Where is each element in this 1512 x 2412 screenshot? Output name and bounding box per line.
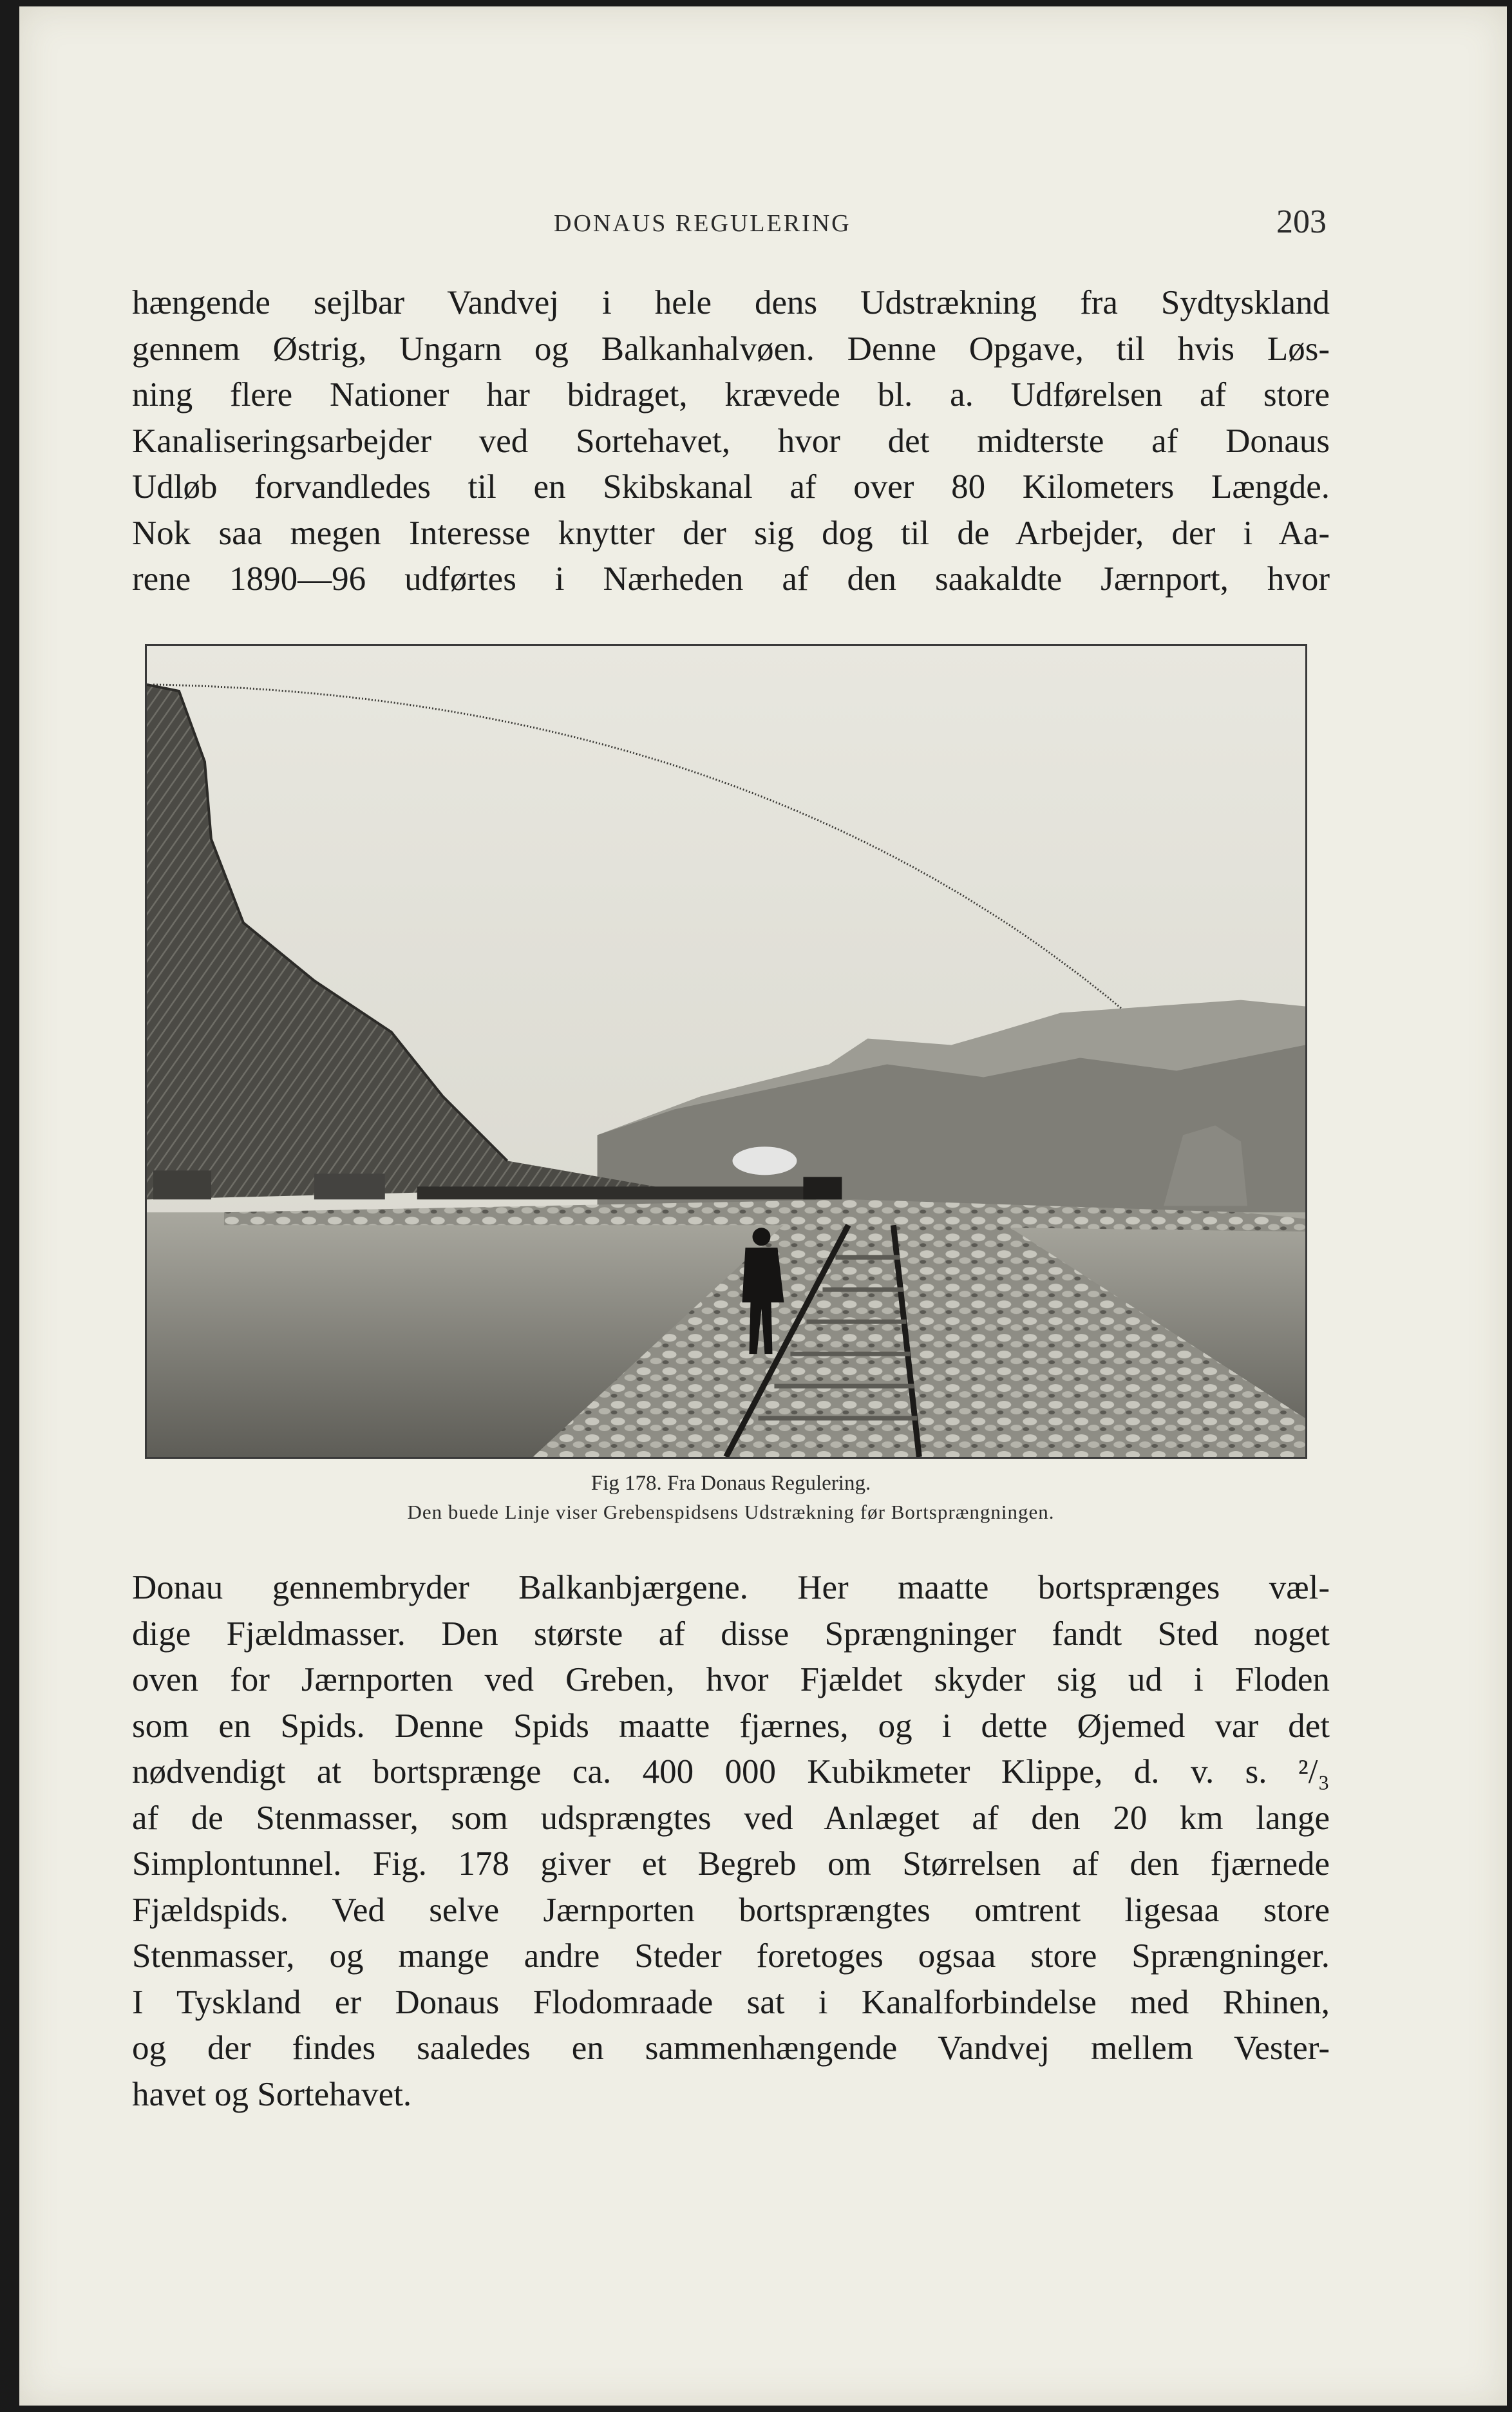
text-line: og der findes saaledes en sammenhængende Vandvej mellem Vester- (132, 2029, 1330, 2067)
text-line: af de Stenmasser, som udsprængtes ved Anlæget af den 20 km lange (132, 1799, 1330, 1837)
text-line: Fjældspids. Ved selve Jærnporten bortsprængtes omtrent ligesaa store (132, 1891, 1330, 1929)
text-line: rene 1890—96 udførtes i Nærheden af den saakaldte Jærnport, hvor (132, 560, 1330, 598)
text-line: havet og Sortehavet. (132, 2075, 412, 2113)
paragraph-top (132, 280, 1330, 603)
text-line: nødvendigt at bortsprænge ca. 400 000 Kubikmeter Klippe, d. v. s. ²/₃ (132, 1753, 1330, 1790)
text-line: hængende sejlbar Vandvej i hele dens Udstrækning fra Sydtyskland (132, 284, 1330, 321)
paragraph-bottom (132, 1565, 1330, 2118)
text-line: som en Spids. Denne Spids maatte fjærnes, og i dette Øjemed var det (132, 1707, 1330, 1745)
text-line: gennem Østrig, Ungarn og Balkanhalvøen. Denne Opgave, til hvis Løs- (132, 330, 1330, 368)
text-line: dige Fjældmasser. Den største af disse Sprængninger fandt Sted noget (132, 1615, 1330, 1653)
text-line: Donau gennembryder Balkanbjærgene. Her maatte bortsprænges væl- (132, 1569, 1330, 1606)
text-line: I Tyskland er Donaus Flodomraade sat i Kanalforbindelse med Rhinen, (132, 1983, 1330, 2021)
book-page (19, 6, 1507, 2406)
text-line: Kanaliseringsarbejder ved Sortehavet, hvor det midterste af Donaus (132, 422, 1330, 460)
text-line: ning flere Nationer har bidraget, krævede bl. a. Udførelsen af store (132, 376, 1330, 413)
text-line: Stenmasser, og mange andre Steder foretoges ogsaa store Sprængninger. (132, 1937, 1330, 1975)
figure-caption-text: Den buede Linje viser Grebenspidsens Udstrækning før Bortsprængningen. (407, 1501, 1055, 1523)
text-line: oven for Jærnporten ved Greben, hvor Fjældet skyder sig ud i Floden (132, 1661, 1330, 1698)
page-header (129, 203, 1327, 242)
text-line: Nok saa megen Interesse knytter der sig dog til de Arbejder, der i Aa- (132, 514, 1330, 552)
page-number: 203 (1276, 204, 1327, 240)
running-title: DONAUS REGULERING (554, 210, 851, 237)
figure-caption-title: Fig 178. Fra Donaus Regulering. (591, 1472, 871, 1495)
text-line: Simplontunnel. Fig. 178 giver et Begreb om Størrelsen af den fjærnede (132, 1845, 1330, 1883)
figure-photograph (145, 644, 1307, 1459)
river-landscape-illustration (147, 646, 1305, 1457)
text-line: Udløb forvandledes til en Skibskanal af over 80 Kilometers Længde. (132, 468, 1330, 506)
